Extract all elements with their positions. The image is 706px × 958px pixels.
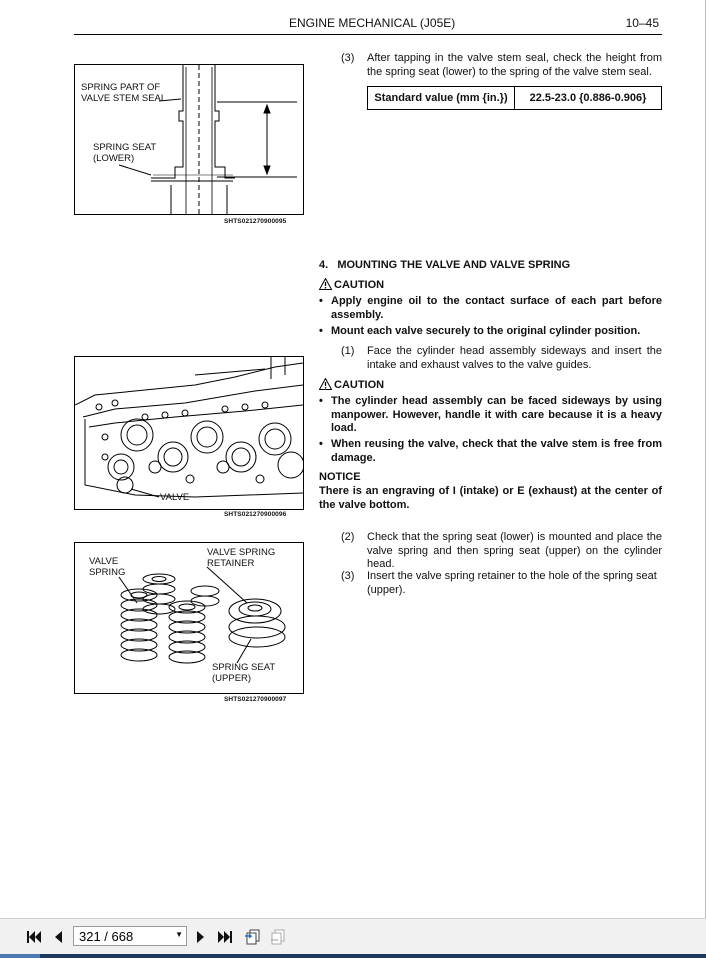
header-title: ENGINE MECHANICAL (J05E): [289, 16, 456, 30]
previous-view-button[interactable]: [243, 926, 263, 948]
figure-id-1: SHTS021270900095: [224, 218, 287, 225]
warning-icon: [319, 378, 332, 390]
step3b-number: (3): [341, 570, 355, 582]
last-page-icon: [217, 930, 233, 944]
next-view-button[interactable]: [268, 926, 288, 948]
bullet-dot: •: [319, 438, 323, 450]
notice-title: NOTICE: [319, 471, 361, 483]
previous-view-icon: [244, 928, 262, 946]
label-spring-seat-upper: SPRING SEAT (UPPER): [212, 662, 276, 684]
viewer-toolbar: [0, 918, 706, 955]
step3-text: After tapping in the valve stem seal, check the height from the spring seat (lower) to the spring of the valve stem seal.: [367, 52, 662, 78]
label-spring-part: SPRING PART OF VALVE STEM SEAL: [81, 82, 167, 104]
caution-2-title: CAUTION: [334, 379, 385, 391]
standard-value-table: [367, 86, 662, 110]
figure-id-3: SHTS021270900097: [224, 696, 287, 703]
caution-2: [319, 378, 384, 391]
bullet-dot: •: [319, 325, 323, 337]
figure-cylinder-head: [74, 356, 304, 510]
caution-1-title: CAUTION: [334, 279, 385, 291]
step3b-text: Insert the valve spring retainer to the hole of the spring seat (upper).: [367, 570, 657, 596]
first-page-icon: [26, 930, 42, 944]
notice-text: There is an engraving of I (intake) or E (exhaust) at the center of the valve bottom.: [319, 485, 662, 511]
warning-icon: [319, 278, 332, 290]
page-number-input[interactable]: [74, 927, 169, 945]
step1-number: (1): [341, 345, 355, 357]
caution-2-bullet-2: When reusing the valve, check that the valve stem is free from damage.: [331, 438, 662, 464]
next-page-icon: [195, 930, 207, 944]
last-page-button[interactable]: [215, 926, 235, 948]
page-number-select[interactable]: [73, 926, 187, 946]
standard-value-label: Standard value (mm {in.}): [368, 87, 515, 110]
figure-valve-springs: [74, 542, 304, 694]
chevron-down-icon[interactable]: ▼: [175, 930, 183, 939]
previous-page-icon: [52, 930, 64, 944]
caution-2-bullet-1: The cylinder head assembly can be faced sideways by using manpower. However, handle it with care because it is a heavy load.: [331, 395, 662, 434]
label-valve: VALVE: [160, 492, 190, 503]
step3-number: (3): [341, 52, 355, 64]
bullet-dot: •: [319, 295, 323, 307]
taskbar-accent: [0, 954, 40, 958]
previous-page-button[interactable]: [48, 926, 68, 948]
window-bottom-strip: [0, 954, 706, 958]
figure-id-2: SHTS021270900096: [224, 511, 287, 518]
header-page-number: 10–45: [625, 16, 659, 30]
caution-1-bullet-2: Mount each valve securely to the original cylinder position.: [331, 325, 641, 337]
figure-valve-stem-seal: [74, 64, 304, 215]
cylinder-head-drawing: [75, 357, 303, 509]
bullet-dot: •: [319, 395, 323, 407]
header-rule: [74, 34, 662, 35]
step2-number: (2): [341, 531, 355, 543]
caution-1: [319, 278, 384, 291]
standard-value-value: 22.5-23.0 {0.886-0.906}: [515, 87, 662, 110]
next-view-icon: [269, 928, 287, 946]
section4-heading: 4. MOUNTING THE VALVE AND VALVE SPRING: [319, 259, 571, 271]
label-valve-spring-retainer: VALVE SPRING RETAINER: [207, 547, 276, 569]
next-page-button[interactable]: [191, 926, 211, 948]
label-valve-spring: VALVE SPRING: [89, 556, 126, 578]
first-page-button[interactable]: [24, 926, 44, 948]
step1-text: Face the cylinder head assembly sideways and insert the intake and exhaust valves to the valve guides.: [367, 345, 662, 371]
label-spring-seat-lower: SPRING SEAT (LOWER): [93, 142, 157, 164]
caution-1-bullet-1: Apply engine oil to the contact surface of each part before assembly.: [331, 295, 662, 321]
step2-text: Check that the spring seat (lower) is mounted and place the valve spring and then spring seat (upper) on the cylinder head.: [367, 531, 662, 570]
